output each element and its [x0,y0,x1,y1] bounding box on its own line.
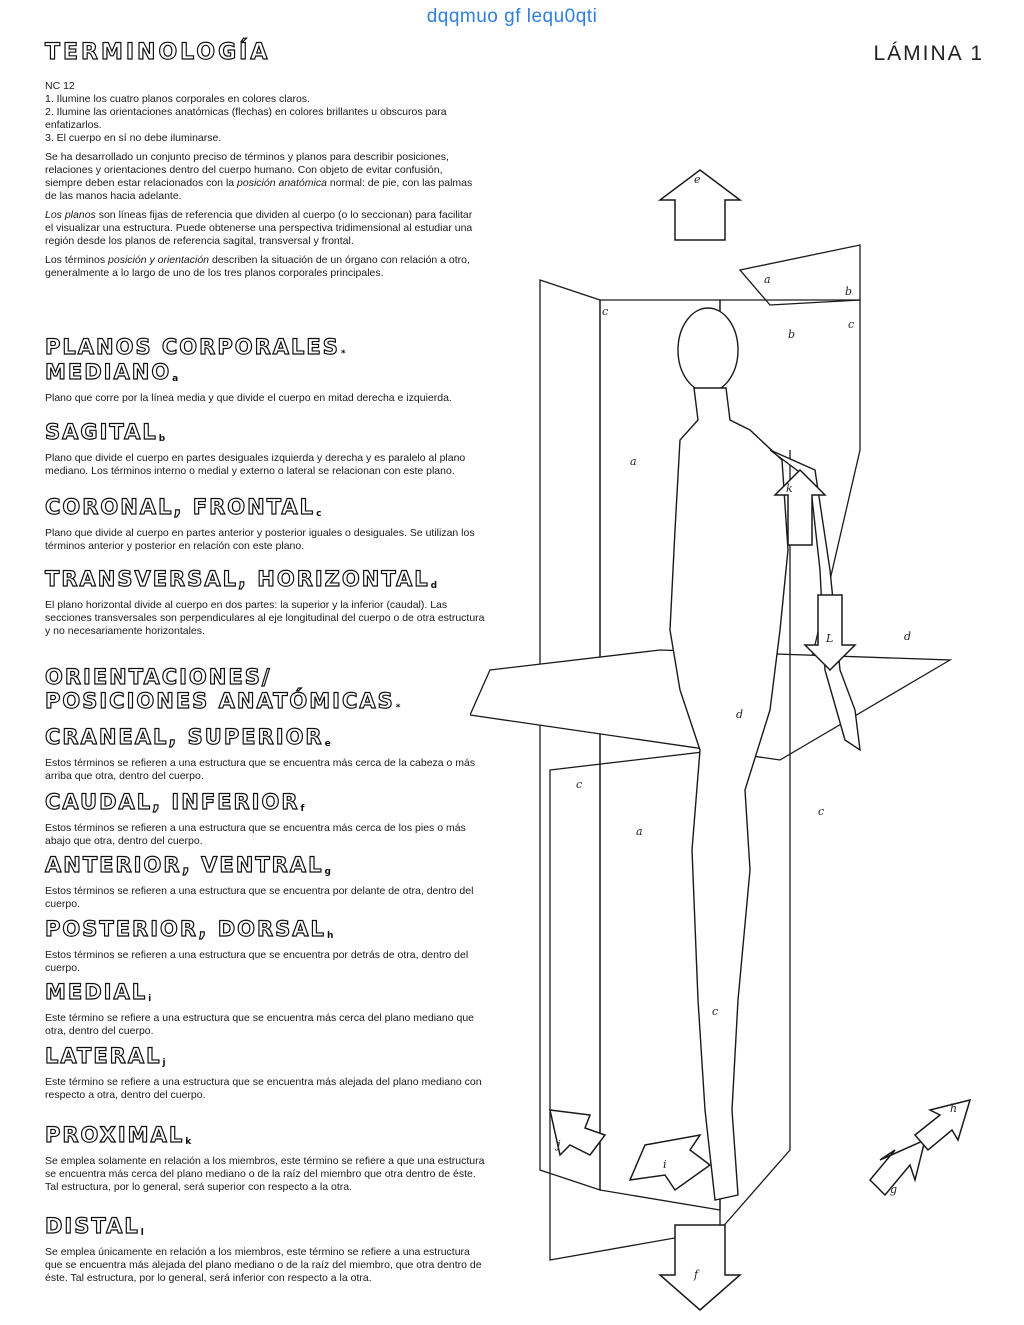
desc-caudal: Estos términos se refieren a una estructura que se encuentra más cerca de los pies o más abajo que otra, dentro del cuerpo. [45,822,466,847]
desc-mediano: Plano que corre por la línea media y que divide el cuerpo en mitad derecha e izquierda. [45,392,452,404]
desc-medial: Este término se refiere a una estructura que se encuentra más cerca del plano mediano que otra, dentro del cuerpo. [45,1012,474,1037]
heading-posiciones-anatomicas: POSICIONES $ANATÓMICAS_*$ [45,689,401,713]
arrow-caudal [660,1225,740,1310]
label-a-top: a [764,273,771,286]
heading-proximal: $PROXIMAL_k$ [45,1123,192,1147]
planes-diagram [470,150,990,1320]
heading-transversal: TRANSVERSAL, $HORIZONTAL_d$ [45,567,438,591]
heading-orientaciones: ORIENTACIONES/ [45,665,272,689]
label-k: k [786,482,793,495]
intro-block [45,80,480,280]
label-a-lower: a [636,825,643,838]
label-d-right: d [904,630,912,643]
heading-lateral: $LATERAL_j$ [45,1044,166,1068]
desc-lateral: Este término se refiere a una estructura que se encuentra más alejada del plano mediano con respecto a otra, dentro del cuerpo. [45,1076,482,1101]
desc-coronal: Plano que divide al cuerpo en partes anterior y posterior iguales o desiguales. Se utilizan los términos anterior y posterior en relación con este plano. [45,527,475,552]
section-lateral [45,1044,485,1102]
heading-medial: $MEDIAL_i$ [45,980,152,1004]
coronal-plane [540,280,600,1190]
intro-paragraph-2: Los planos son líneas fijas de referencia que dividen al cuerpo (o lo seccionan) para facilitar el visualizar una estructura. Puede obtenerse una perspectiva tridimensional al estudiar una región desde los planos de referencia sagital, transversal y frontal. [45,209,473,247]
label-b-side: b [788,328,796,341]
arrow-medial [630,1135,710,1190]
desc-sagital: Plano que divide el cuerpo en partes desiguales izquierda y derecha y es paralelo al plano mediano. Los términos interno o medial y externo o lateral se relacionan con este plano. [45,452,466,477]
section-mediano [45,360,485,405]
instruction-3: 3. El cuerpo en sí no debe iluminarse. [45,132,222,144]
desc-proximal: Se emplea solamente en relación a los miembros, este término se refiere a que una estructura se encuentra más cerca del plano mediano o de la raíz del miembro que otra dentro de éste. Tal estructura, por lo general, será superior con respecto a la otra. [45,1155,485,1193]
label-i: i [663,1158,667,1171]
label-g: g [890,1183,898,1196]
label-f: f [694,1268,699,1281]
heading-craneal: CRANEAL, $SUPERIOR_e$ [45,725,331,749]
arrow-posterior [915,1100,970,1150]
page-title: TERMINOLOGÍA [45,40,271,65]
label-c-left: c [602,305,609,318]
desc-distal: Se emplea únicamente en relación a los miembros, este término se refiere a una estructura que se encuentra más alejada del plano mediano o de la raíz del miembro, que otra dentro de éste. Tal estructura, por lo general, será inferior con respecto a la otra. [45,1246,482,1284]
label-a-mid: a [630,455,637,468]
label-c-lower-right: c [818,805,825,818]
desc-posterior: Estos términos se refieren a una estructura que se encuentra por detrás de otra, dentro del cuerpo. [45,949,469,974]
section-distal [45,1214,485,1285]
heading-posterior: POSTERIOR, $DORSAL_h$ [45,917,334,941]
heading-planos-corporales: PLANOS $CORPORALES_*$ [45,335,346,359]
section-coronal [45,495,485,553]
section-proximal [45,1123,485,1194]
plate-number: LÁMINA 1 [873,42,984,65]
label-b-top: b [845,285,853,298]
section-medial [45,980,485,1038]
label-c-right: c [848,318,855,331]
arrow-anterior [870,1140,925,1195]
section-caudal [45,790,485,848]
desc-transversal: El plano horizontal divide al cuerpo en dos partes: la superior y la inferior (caudal). Las secciones transversales son perpendiculares al eje longitudinal del cuerpo o de otra estructura y no necesariamente horizontales. [45,599,485,637]
intro-paragraph-1: Se ha desarrollado un conjunto preciso de términos y planos para describir posiciones, relaciones y orientaciones dentro del cuerpo humano. Con objeto de evitar confusión, siempre deben estar relacionados con la posición anatómica normal: de pie, con las palmas de las manos hacia adelante. [45,151,473,202]
section-craneal [45,725,485,783]
anatomy-figure [470,150,990,1320]
desc-anterior: Estos términos se refieren a una estructura que se encuentra por delante de otra, dentro del cuerpo. [45,885,474,910]
heading-mediano: $MEDIANO_a$ [45,360,179,384]
section-posterior [45,917,485,975]
watermark-text: dqqmuo gf lequ0qti [426,6,598,27]
label-e: e [694,173,701,186]
section-orientaciones [45,665,485,720]
label-c-lower: c [576,778,583,791]
desc-craneal: Estos términos se refieren a una estructura que se encuentra más cerca de la cabeza o más arriba que otra, dentro del cuerpo. [45,757,476,782]
label-j: j [557,1138,561,1151]
intro-paragraph-3: Los términos posición y orientación describen la situación de un órgano con relación a otro, generalmente a lo largo de uno de los tres planos corporales principales. [45,254,470,279]
label-h: h [950,1102,958,1115]
section-transversal [45,567,485,638]
heading-caudal: CAUDAL, $INFERIOR_f$ [45,790,305,814]
sagittal-plane-top [740,245,860,305]
label-c-leg: c [712,1005,719,1018]
color-code: NC 12 [45,80,75,92]
section-anterior [45,853,485,911]
instruction-2: 2. Ilumine las orientaciones anatómicas (flechas) en colores brillantes u obscuros para enfatizarlos. [45,106,447,131]
heading-anterior: ANTERIOR, $VENTRAL_g$ [45,853,331,877]
heading-sagital: $SAGITAL_b$ [45,420,166,444]
instruction-1: 1. Ilumine los cuatro planos corporales en colores claros. [45,93,310,105]
label-l: L [826,632,834,645]
label-d-center: d [736,708,744,721]
section-sagital [45,420,485,478]
heading-coronal: CORONAL, $FRONTAL_c$ [45,495,322,519]
heading-distal: $DISTAL_l$ [45,1214,144,1238]
